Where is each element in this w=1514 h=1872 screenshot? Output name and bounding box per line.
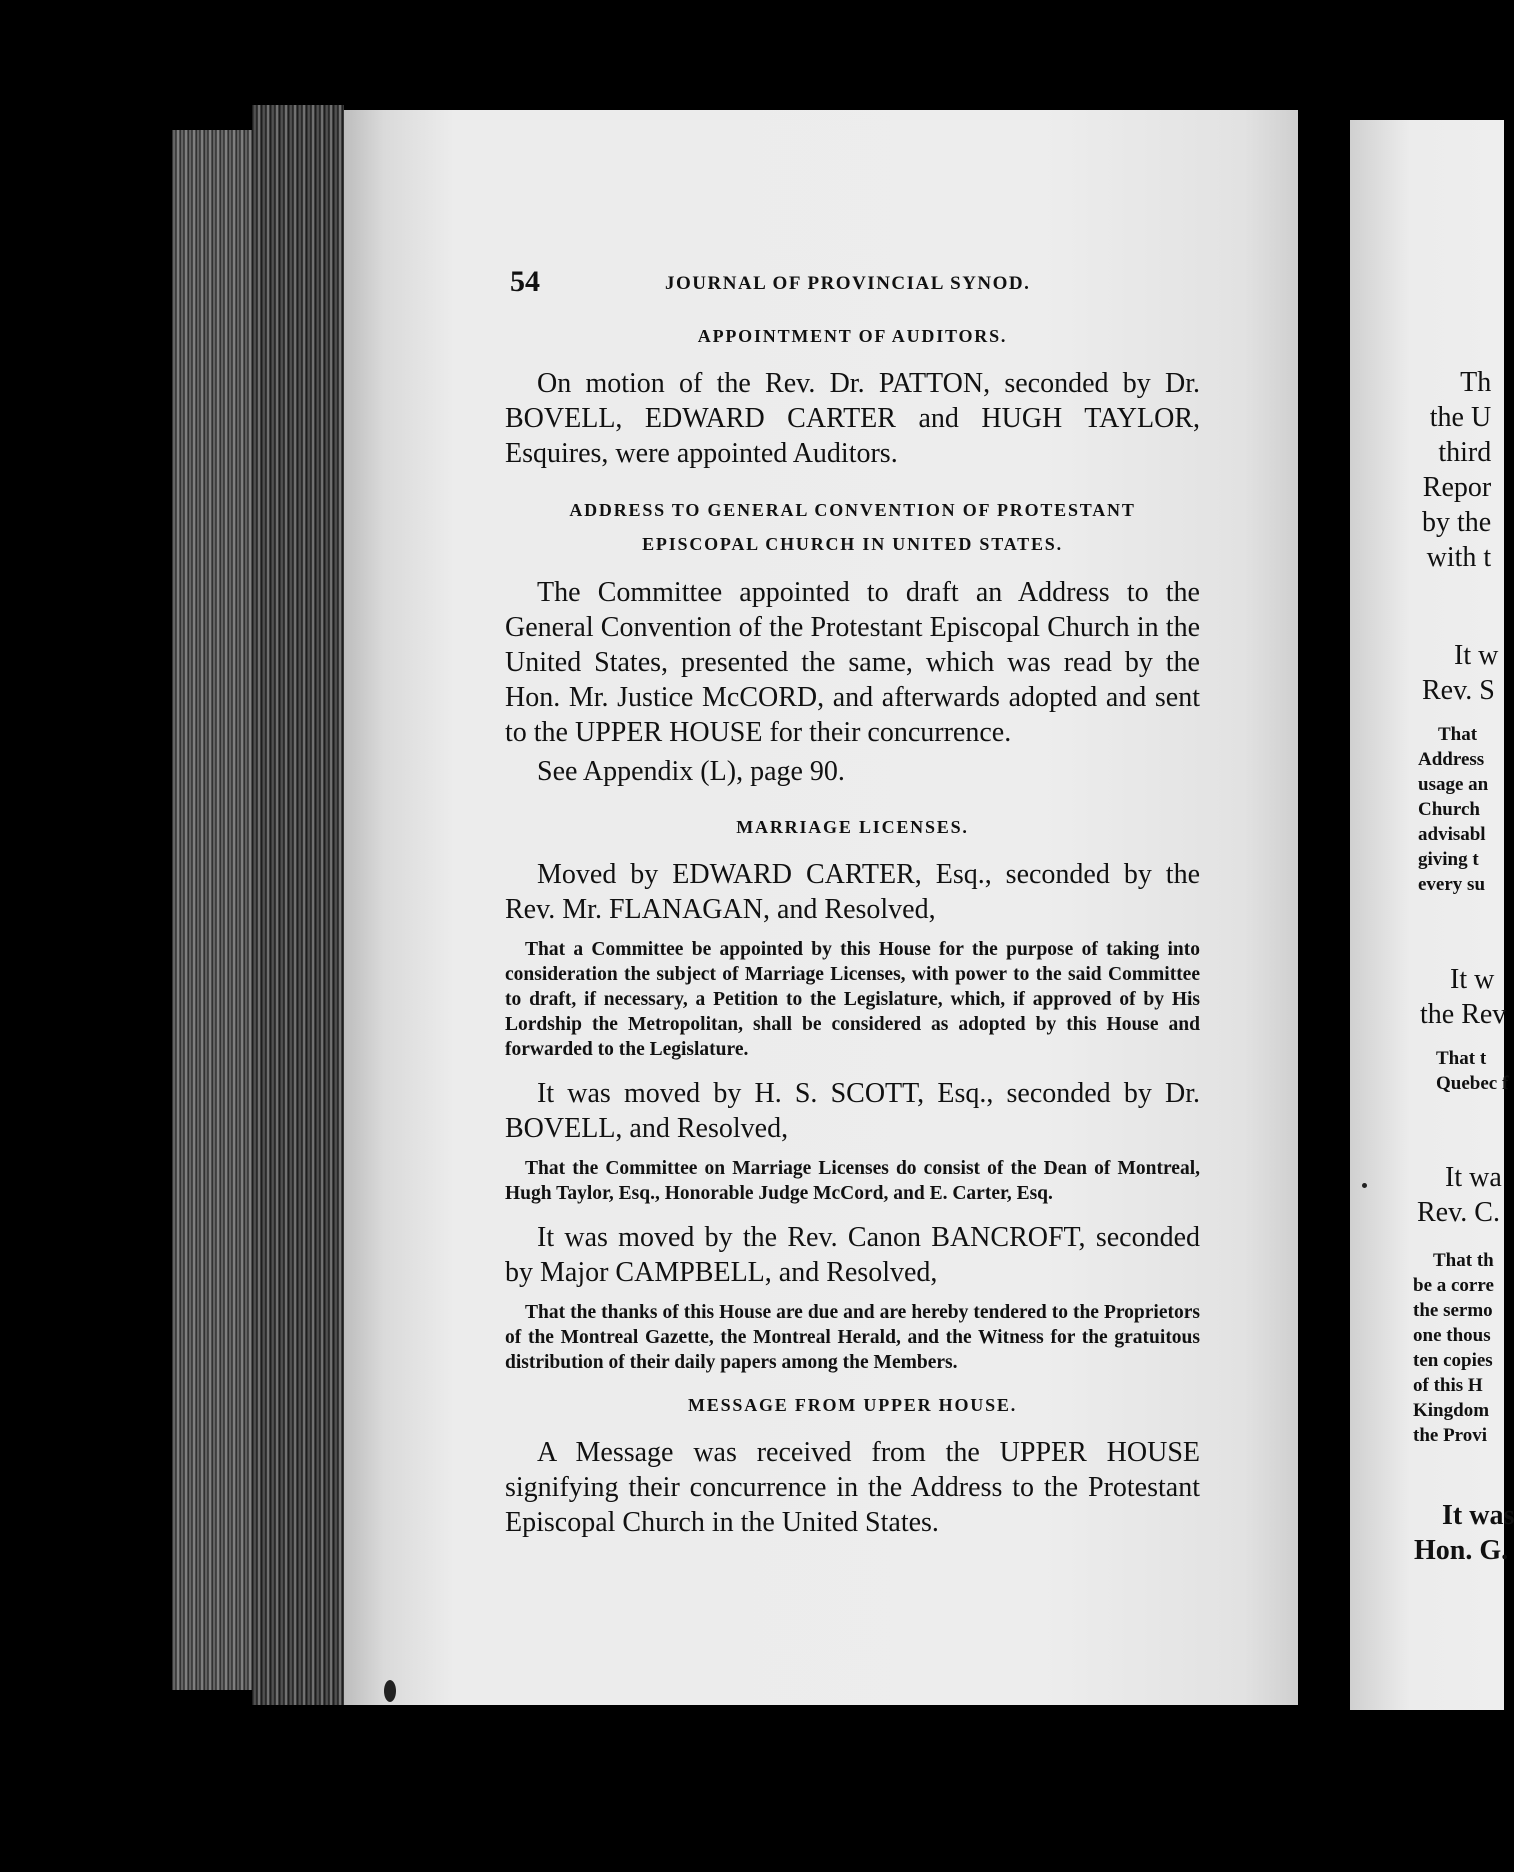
- right-line: be a corre: [1413, 1275, 1494, 1296]
- right-line: third: [1438, 437, 1492, 468]
- appendix-reference: See Appendix (L), page 90.: [537, 756, 845, 787]
- right-line: giving t: [1418, 849, 1479, 870]
- right-block-1: [1422, 365, 1492, 575]
- right-line: the sermo: [1413, 1300, 1493, 1321]
- section-heading-marriage: MARRIAGE LICENSES.: [736, 817, 969, 837]
- page-stack-edges: [252, 105, 344, 1705]
- address-paragraph: The Committee appointed to draft an Address to the General Convention of the Protestant Episcopal Church in the United States, presented the same, which was read by the Hon. Mr. Justice McCORD, and afterwards adopted and sent to the UPPER HOUSE for their concurrence.: [505, 577, 1200, 748]
- right-line: It wa: [1445, 1162, 1502, 1193]
- marriage-motion-2: It was moved by H. S. SCOTT, Esq., seconded by Dr. BOVELL, and Resolved,: [505, 1078, 1200, 1144]
- right-line: the U: [1429, 402, 1492, 433]
- right-line: Th: [1460, 367, 1492, 398]
- right-block-8: [1414, 1498, 1514, 1568]
- right-line: every su: [1418, 874, 1486, 895]
- right-line: That t: [1436, 1048, 1487, 1069]
- ink-speck: [384, 1680, 396, 1702]
- right-line: Quebec f: [1436, 1073, 1509, 1094]
- ink-speck: [1362, 1183, 1367, 1188]
- page-body: [505, 320, 1200, 1550]
- marriage-motion-3: It was moved by the Rev. Canon BANCROFT, seconded by Major CAMPBELL, and Resolved,: [505, 1222, 1200, 1288]
- section-heading-message: MESSAGE FROM UPPER HOUSE.: [687, 1395, 1018, 1415]
- running-header: [510, 265, 1210, 301]
- section-heading-auditors: APPOINTMENT OF AUDITORS.: [697, 326, 1008, 346]
- right-line: usage an: [1418, 774, 1489, 795]
- right-block-4: [1420, 962, 1507, 1032]
- right-block-7: [1413, 1248, 1494, 1448]
- right-line: Hon. G.: [1414, 1535, 1509, 1566]
- running-title: JOURNAL OF PROVINCIAL SYNOD.: [665, 273, 1031, 294]
- right-line: Address: [1418, 749, 1485, 770]
- right-line: Repor: [1422, 472, 1492, 503]
- right-line: the Rev: [1420, 999, 1507, 1030]
- section-heading-address: [505, 493, 1200, 561]
- right-line: one thous: [1413, 1325, 1491, 1346]
- right-line: Rev. S: [1422, 675, 1495, 706]
- address-heading-line1: ADDRESS TO GENERAL CONVENTION OF PROTESTANT: [569, 500, 1136, 520]
- right-block-3: [1418, 722, 1488, 897]
- right-line: by the: [1422, 507, 1492, 538]
- right-line: ten copies: [1413, 1350, 1493, 1371]
- right-line: Rev. C.: [1417, 1197, 1500, 1228]
- right-block-6: [1417, 1160, 1502, 1230]
- marriage-resolution-1: That a Committee be appointed by this House for the purpose of taking into consideration the subject of Marriage Licenses, with power to the said Committee to draft, if necessary, a Petition to the Legislature, which, if approved of by His Lordship the Metropolitan, shall be considered as adopted by this House and forwarded to the Legislature.: [505, 939, 1200, 1060]
- right-line: It was: [1442, 1500, 1514, 1531]
- right-line: It w: [1454, 640, 1499, 671]
- right-page-fragment: [1350, 120, 1514, 1710]
- right-line: It w: [1450, 964, 1495, 995]
- marriage-resolution-3: That the thanks of this House are due and are hereby tendered to the Proprietors of the Montreal Gazette, the Montreal Herald, and the Witness for the gratuitous distribution of their daily papers among the Members.: [505, 1302, 1200, 1373]
- right-line: That: [1438, 724, 1478, 745]
- marriage-motion-1: Moved by EDWARD CARTER, Esq., seconded by the Rev. Mr. FLANAGAN, and Resolved,: [505, 859, 1200, 925]
- right-line: Church: [1418, 799, 1480, 820]
- right-line: of this H: [1413, 1375, 1483, 1396]
- address-heading-line2: EPISCOPAL CHURCH IN UNITED STATES.: [642, 534, 1063, 554]
- right-line: Kingdom: [1413, 1400, 1490, 1421]
- book-binding-edge: [172, 130, 252, 1690]
- right-line: the Provi: [1413, 1425, 1488, 1446]
- message-paragraph: A Message was received from the UPPER HOUSE signifying their concurrence in the Address to the Protestant Episcopal Church in the United States.: [505, 1437, 1200, 1538]
- page-number: 54: [510, 265, 540, 298]
- right-line: with t: [1426, 542, 1492, 573]
- right-line: advisabl: [1418, 824, 1486, 845]
- right-line: That th: [1433, 1250, 1494, 1271]
- marriage-resolution-2: That the Committee on Marriage Licenses do consist of the Dean of Montreal, Hugh Taylor, Esq., Honorable Judge McCord, and E. Carter, Esq.: [505, 1158, 1200, 1204]
- right-block-2: [1422, 638, 1499, 708]
- auditors-paragraph: On motion of the Rev. Dr. PATTON, seconded by Dr. BOVELL, EDWARD CARTER and HUGH TAYLOR, Esquires, were appointed Auditors.: [505, 368, 1200, 469]
- right-block-5: [1436, 1046, 1508, 1096]
